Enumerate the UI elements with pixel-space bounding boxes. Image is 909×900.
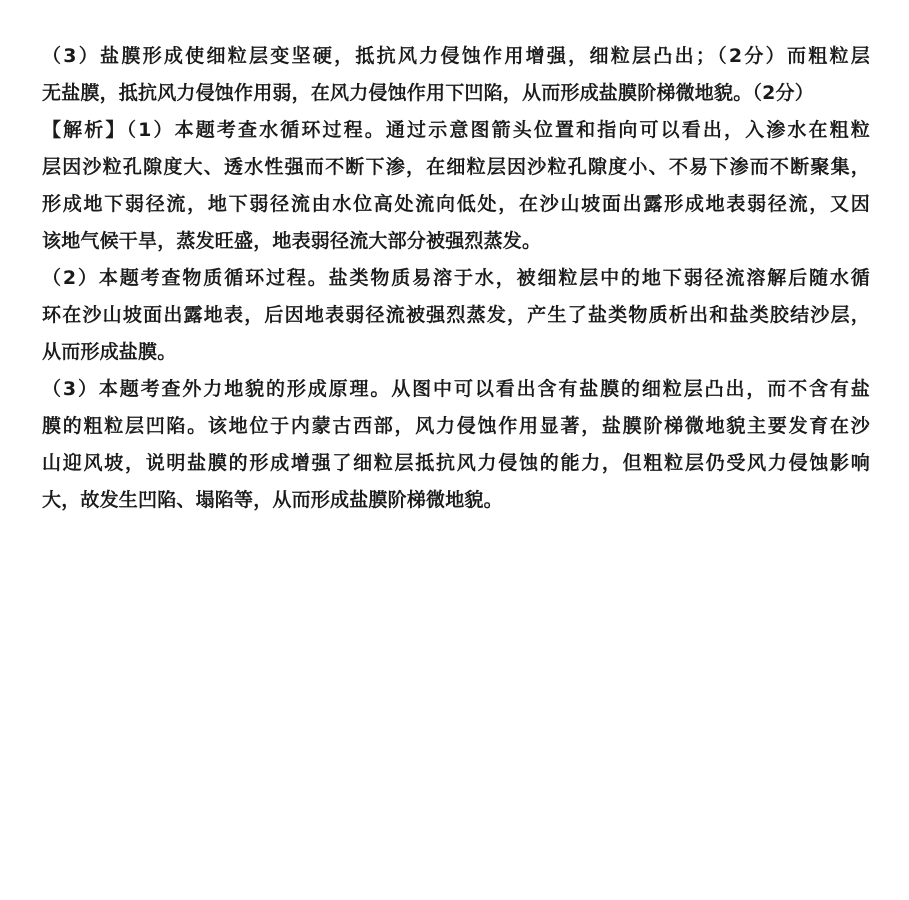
analysis-1-line-2: 层因沙粒孔隙度大、透水性强而不断下渗，在细粒层因沙粒孔隙度小、不易下渗而不断聚集， xyxy=(42,156,870,178)
analysis-3-line-1: （3）本题考查外力地貌的形成原理。从图中可以看出含有盐膜的细粒层凸出，而不含有盐 xyxy=(42,378,870,400)
analysis-1-line-3: 形成地下弱径流，地下弱径流由水位高处流向低处，在沙山坡面出露形成地表弱径流，又因 xyxy=(42,193,870,215)
answer-3-line-1: （3）盐膜形成使细粒层变坚硬，抵抗风力侵蚀作用增强，细粒层凸出；（2分）而粗粒层 xyxy=(42,45,870,67)
analysis-3-line-4: 大，故发生凹陷、塌陷等，从而形成盐膜阶梯微地貌。 xyxy=(42,489,503,511)
answer-3-line-2: 无盐膜，抵抗风力侵蚀作用弱，在风力侵蚀作用下凹陷，从而形成盐膜阶梯微地貌。（2分） xyxy=(42,82,814,104)
analysis-2-line-1: （2）本题考查物质循环过程。盐类物质易溶于水，被细粒层中的地下弱径流溶解后随水循 xyxy=(42,267,870,289)
answer-text-block xyxy=(42,38,870,519)
analysis-3-line-3: 山迎风坡，说明盐膜的形成增强了细粒层抵抗风力侵蚀的能力，但粗粒层仍受风力侵蚀影响 xyxy=(42,452,870,474)
analysis-2-line-2: 环在沙山坡面出露地表，后因地表弱径流被强烈蒸发，产生了盐类物质析出和盐类胶结沙层， xyxy=(42,304,870,326)
analysis-1-line-4: 该地气候干旱，蒸发旺盛，地表弱径流大部分被强烈蒸发。 xyxy=(42,230,542,252)
analysis-1-line-1: 【解析】（1）本题考查水循环过程。通过示意图箭头位置和指向可以看出，入渗水在粗粒 xyxy=(42,119,870,141)
analysis-3-line-2: 膜的粗粒层凹陷。该地位于内蒙古西部，风力侵蚀作用显著，盐膜阶梯微地貌主要发育在沙 xyxy=(42,415,870,437)
analysis-2-line-3: 从而形成盐膜。 xyxy=(42,341,177,363)
